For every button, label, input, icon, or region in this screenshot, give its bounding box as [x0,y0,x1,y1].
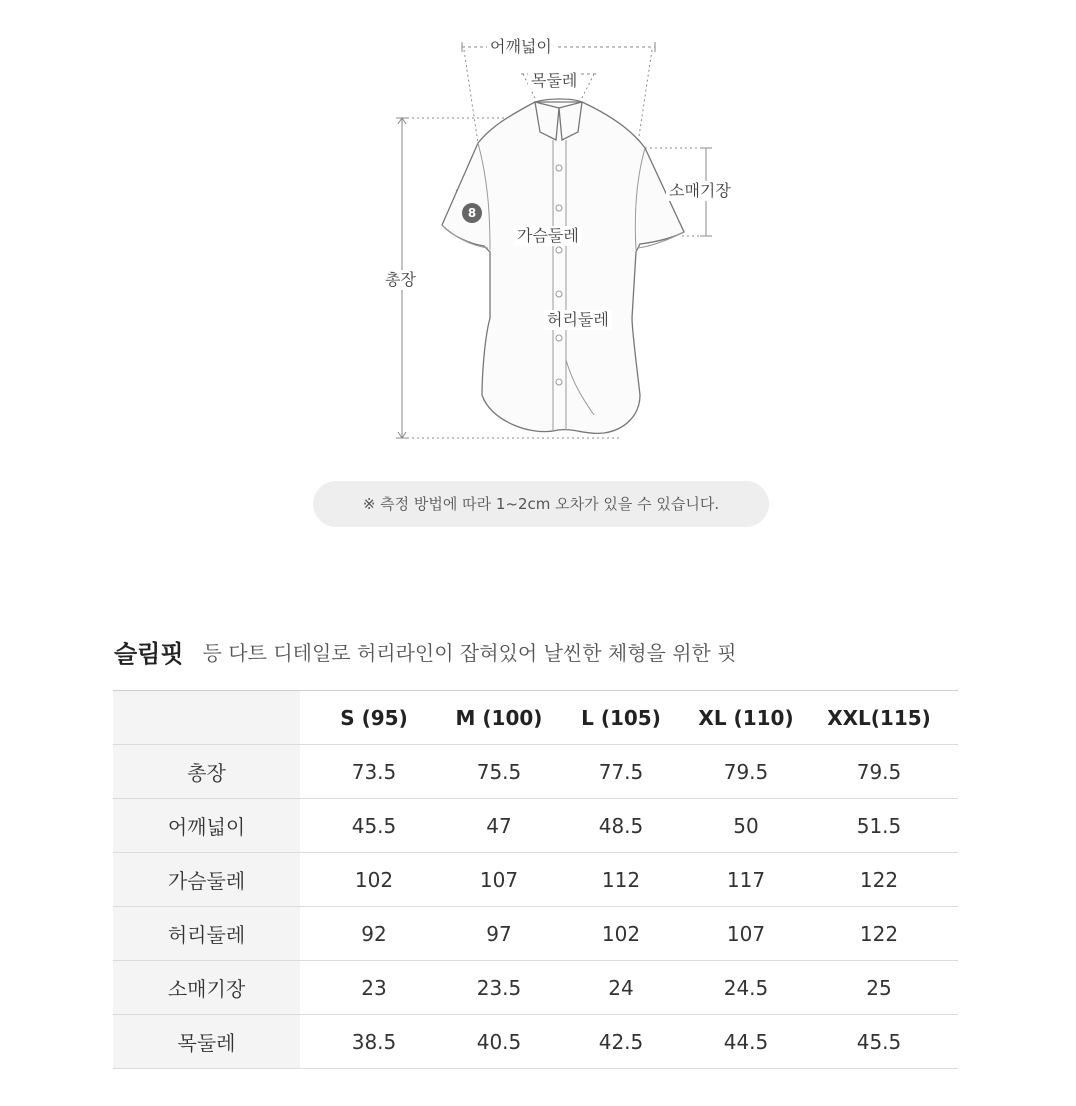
table-row [113,799,958,853]
table-cell: 102 [550,907,692,961]
row-label: 소매기장 [113,961,300,1015]
fit-heading [114,634,737,669]
table-cell: 97 [448,907,550,961]
table-cell: 73.5 [300,745,448,799]
table-cell: 40.5 [448,1015,550,1069]
table-cell: 122 [800,853,958,907]
table-cell: 24 [550,961,692,1015]
table-cell: 25 [800,961,958,1015]
table-cell: 42.5 [550,1015,692,1069]
table-cell: 75.5 [448,745,550,799]
table-row [113,1015,958,1069]
table-row [113,853,958,907]
table-cell: 45.5 [800,1015,958,1069]
column-header: S (95) [300,691,448,745]
table-cell: 79.5 [800,745,958,799]
table-row [113,745,958,799]
table-cell: 77.5 [550,745,692,799]
table-cell: 45.5 [300,799,448,853]
column-header: M (100) [448,691,550,745]
table-row [113,961,958,1015]
column-header: L (105) [550,691,692,745]
column-header: XL (110) [692,691,800,745]
table-cell: 24.5 [692,961,800,1015]
table-corner-cell [113,691,300,745]
table-cell: 23.5 [448,961,550,1015]
badge-number: 8 [467,206,477,220]
table-cell: 102 [300,853,448,907]
table-header-row [113,691,958,745]
fit-description: 등 다트 디테일로 허리라인이 잡혀있어 날씬한 체형을 위한 핏 [202,641,737,665]
table-cell: 107 [692,907,800,961]
table-row [113,907,958,961]
table-cell: 79.5 [692,745,800,799]
sleeve-label: 소매기장 [666,181,734,201]
table-cell: 23 [300,961,448,1015]
measurement-note: ※ 측정 방법에 따라 1~2cm 오차가 있을 수 있습니다. [313,481,769,527]
table-cell: 51.5 [800,799,958,853]
table-cell: 107 [448,853,550,907]
table-cell: 117 [692,853,800,907]
row-label: 허리둘레 [113,907,300,961]
chest-label: 가슴둘레 [514,226,582,246]
table-cell: 47 [448,799,550,853]
fit-title: 슬림핏 [114,640,184,668]
size-table [113,690,958,1069]
table-cell: 92 [300,907,448,961]
neck-label: 목둘레 [528,71,580,91]
row-label: 가슴둘레 [113,853,300,907]
table-cell: 50 [692,799,800,853]
table-cell: 112 [550,853,692,907]
table-cell: 48.5 [550,799,692,853]
row-label: 총장 [113,745,300,799]
shoulder-label: 어깨넓이 [487,37,555,57]
column-header: XXL(115) [800,691,958,745]
table-cell: 44.5 [692,1015,800,1069]
waist-label: 허리둘레 [544,310,612,330]
table-cell: 122 [800,907,958,961]
row-label: 목둘레 [113,1015,300,1069]
length-label: 총장 [382,270,419,290]
row-label: 어깨넓이 [113,799,300,853]
table-cell: 38.5 [300,1015,448,1069]
